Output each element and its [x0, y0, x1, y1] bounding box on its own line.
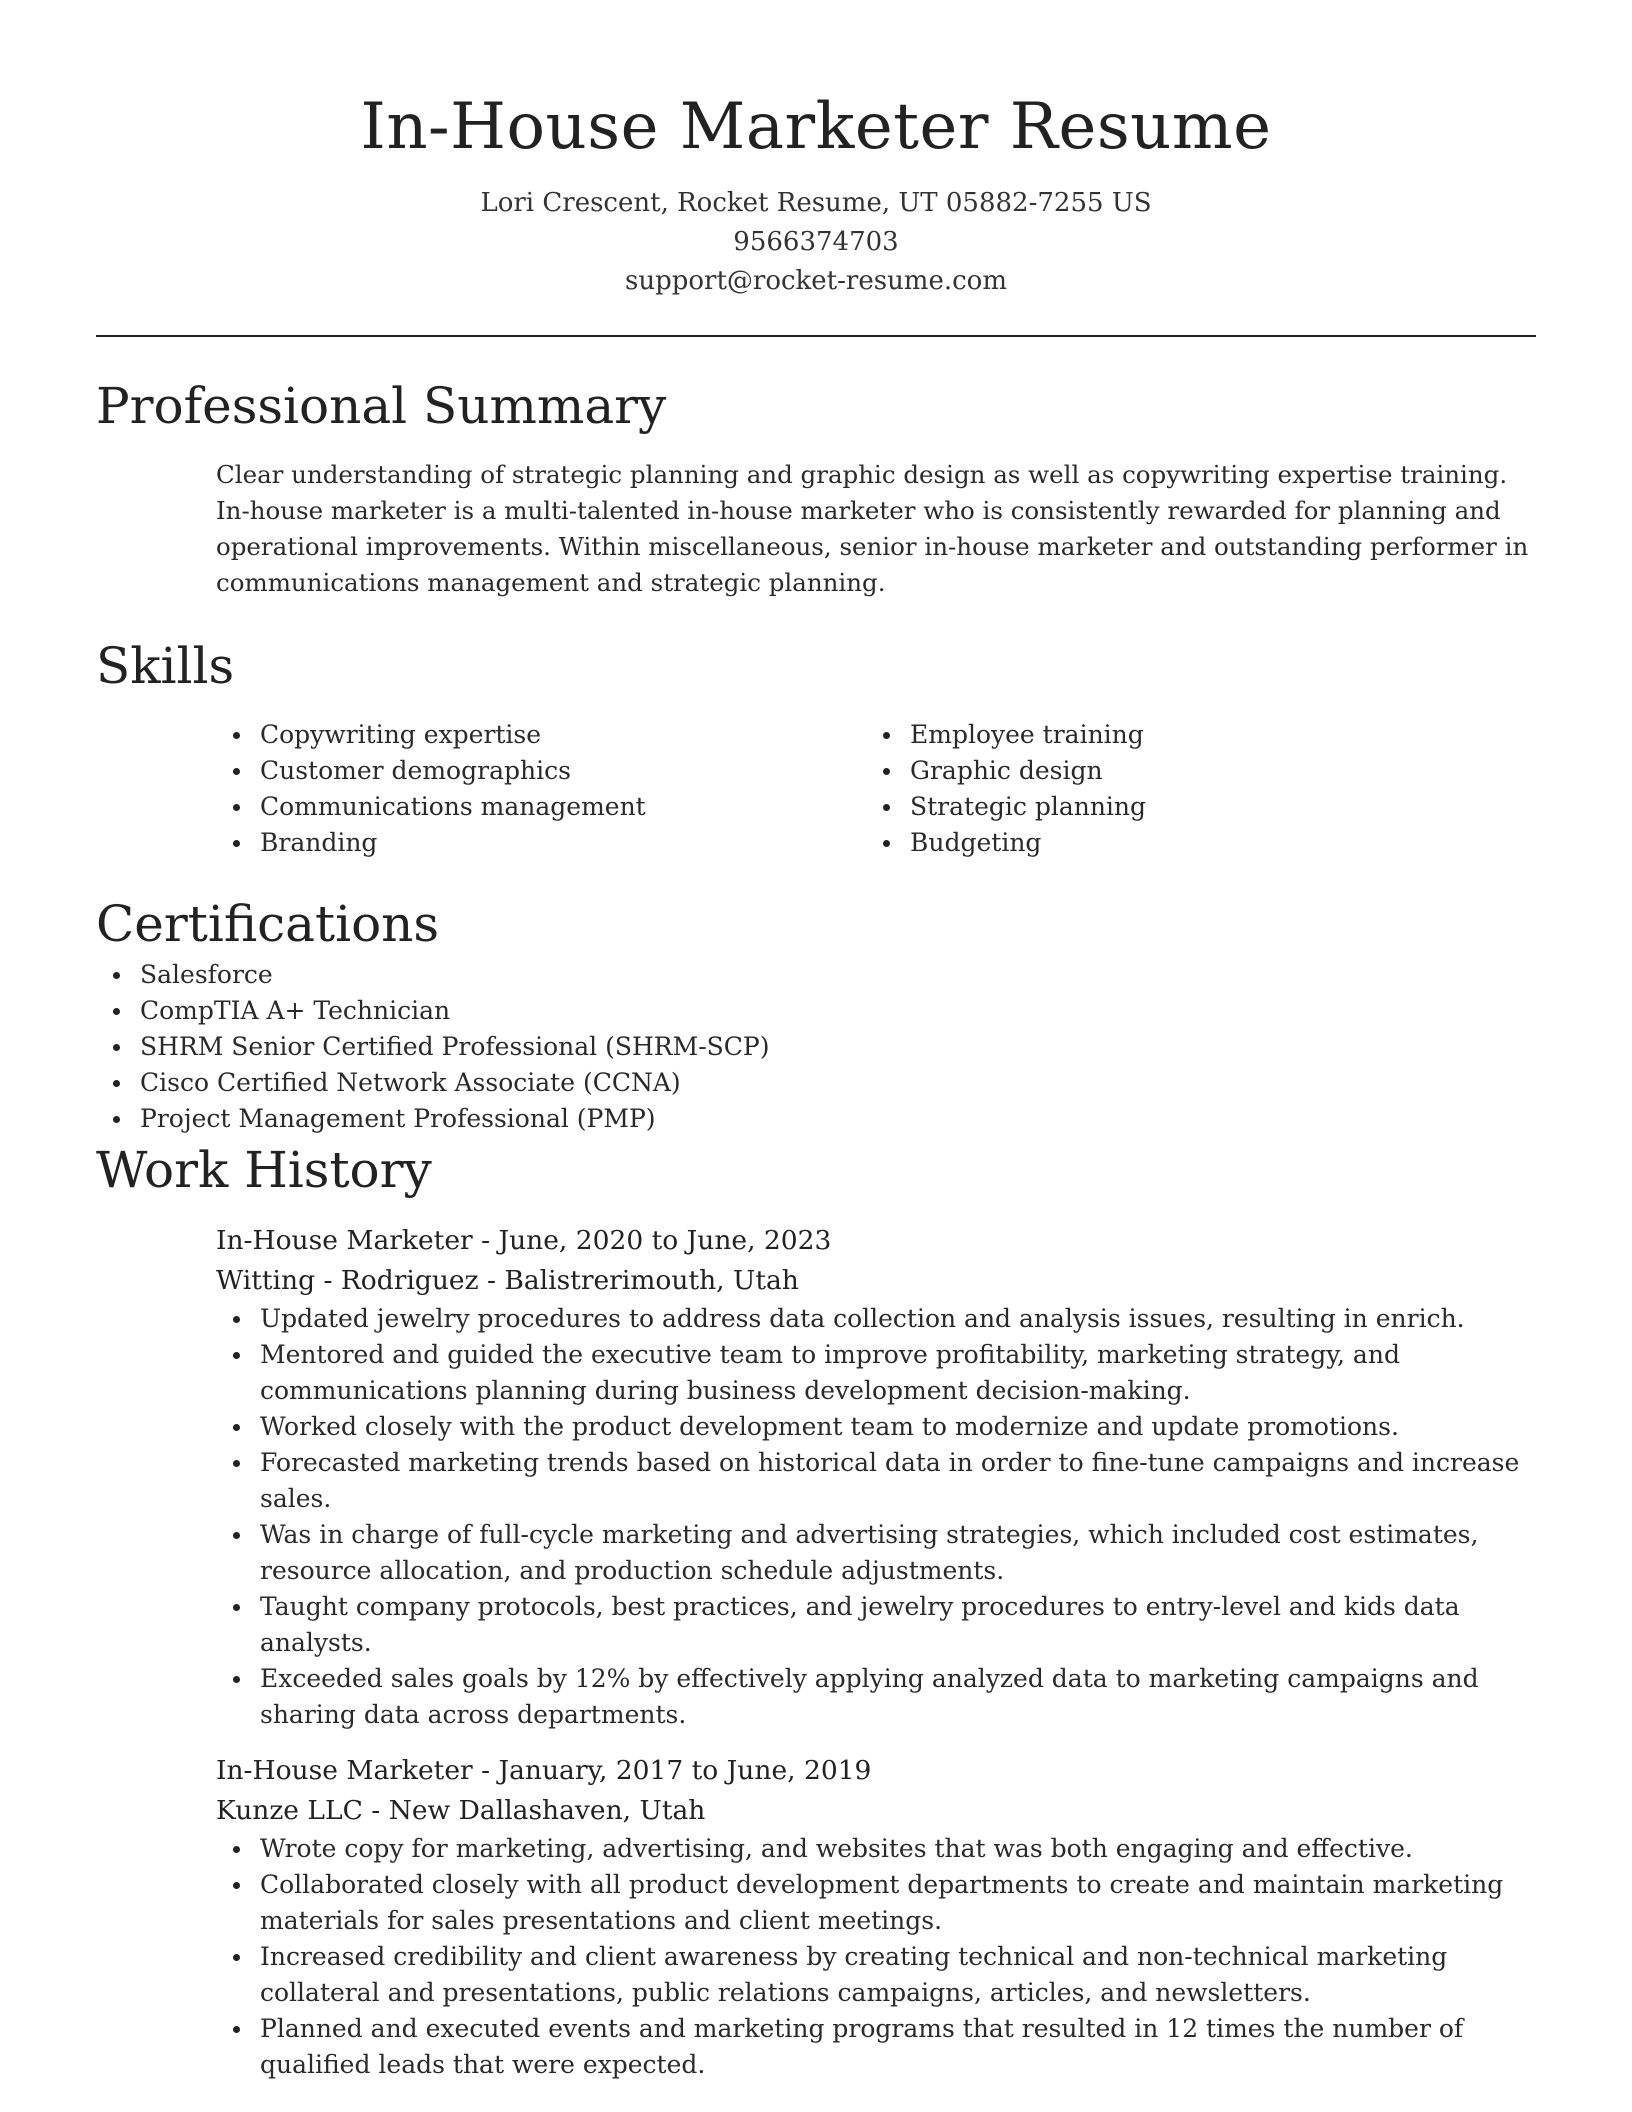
skills-list-right [866, 717, 1516, 861]
skill-item: Customer demographics [216, 753, 866, 789]
contact-phone: 9566374703 [733, 227, 899, 257]
job-bullet: Worked closely with the product development team to modernize and update promotions. [216, 1409, 1536, 1445]
summary-heading: Professional Summary [96, 377, 667, 435]
summary-section [96, 373, 1536, 601]
job-responsibilities [216, 1831, 1536, 2083]
certification-item: SHRM Senior Certified Professional (SHRM-SCP) [96, 1029, 1536, 1065]
certification-item: CompTIA A+ Technician [96, 993, 1536, 1029]
job-bullet: Taught company protocols, best practices, and jewelry procedures to entry-level and kids data analysts. [216, 1589, 1536, 1661]
skill-item: Branding [216, 825, 866, 861]
resume-header [96, 0, 1536, 301]
job-bullet: Planned and executed events and marketing programs that resulted in 12 times the number of qualified leads that were expected. [216, 2011, 1536, 2083]
summary-text: Clear understanding of strategic planning and graphic design as well as copywriting expertise training. In-house marketer is a multi-talented in-house marketer who is consistently rewarded for planning and operational improvements. Within miscellaneous, senior in-house marketer and outstanding performer in communications management and strategic planning. [216, 460, 1529, 597]
certifications-heading: Certifications [96, 895, 440, 953]
work-history-section [96, 1137, 1536, 2083]
skill-item: Communications management [216, 789, 866, 825]
certification-item: Cisco Certified Network Associate (CCNA) [96, 1065, 1536, 1101]
job-company-location: Kunze LLC - New Dallashaven, Utah [216, 1795, 706, 1826]
certifications-list [96, 957, 1536, 1137]
skills-grid [216, 717, 1536, 861]
job-entry [216, 1751, 1536, 2083]
job-title-dates: In-House Marketer - January, 2017 to June, 2019 [216, 1755, 872, 1786]
job-responsibilities [216, 1301, 1536, 1733]
skill-item: Budgeting [866, 825, 1516, 861]
contact-email: support@rocket-resume.com [624, 266, 1007, 296]
job-bullet: Collaborated closely with all product development departments to create and maintain marketing materials for sales presentations and client meetings. [216, 1867, 1536, 1939]
header-divider [96, 335, 1536, 337]
job-bullet: Exceeded sales goals by 12% by effectively applying analyzed data to marketing campaigns and sharing data across departments. [216, 1661, 1536, 1733]
certification-item: Project Management Professional (PMP) [96, 1101, 1536, 1137]
certifications-section [96, 891, 1536, 1137]
skills-heading: Skills [96, 637, 235, 695]
resume-title: In-House Marketer Resume [360, 90, 1272, 164]
work-history-heading: Work History [96, 1141, 432, 1199]
contact-address: Lori Crescent, Rocket Resume, UT 05882-7255 US [480, 188, 1152, 218]
skills-section [96, 633, 1536, 861]
skills-list-left [216, 717, 866, 861]
job-company-location: Witting - Rodriguez - Balistrerimouth, Utah [216, 1265, 799, 1296]
skill-item: Employee training [866, 717, 1516, 753]
job-bullet: Increased credibility and client awareness by creating technical and non-technical marketing collateral and presentations, public relations campaigns, articles, and newsletters. [216, 1939, 1536, 2011]
job-title-dates: In-House Marketer - June, 2020 to June, 2023 [216, 1225, 832, 1256]
job-bullet: Forecasted marketing trends based on historical data in order to fine-tune campaigns and increase sales. [216, 1445, 1536, 1517]
job-entry [216, 1221, 1536, 1733]
skill-item: Graphic design [866, 753, 1516, 789]
skill-item: Strategic planning [866, 789, 1516, 825]
job-bullet: Mentored and guided the executive team to improve profitability, marketing strategy, and communications planning during business development decision-making. [216, 1337, 1536, 1409]
job-bullet: Was in charge of full-cycle marketing and advertising strategies, which included cost estimates, resource allocation, and production schedule adjustments. [216, 1517, 1536, 1589]
certification-item: Salesforce [96, 957, 1536, 993]
contact-block [96, 184, 1536, 301]
job-bullet: Wrote copy for marketing, advertising, and websites that was both engaging and effective. [216, 1831, 1536, 1867]
resume-page [96, 0, 1536, 2083]
skill-item: Copywriting expertise [216, 717, 866, 753]
job-bullet: Updated jewelry procedures to address data collection and analysis issues, resulting in enrich. [216, 1301, 1536, 1337]
